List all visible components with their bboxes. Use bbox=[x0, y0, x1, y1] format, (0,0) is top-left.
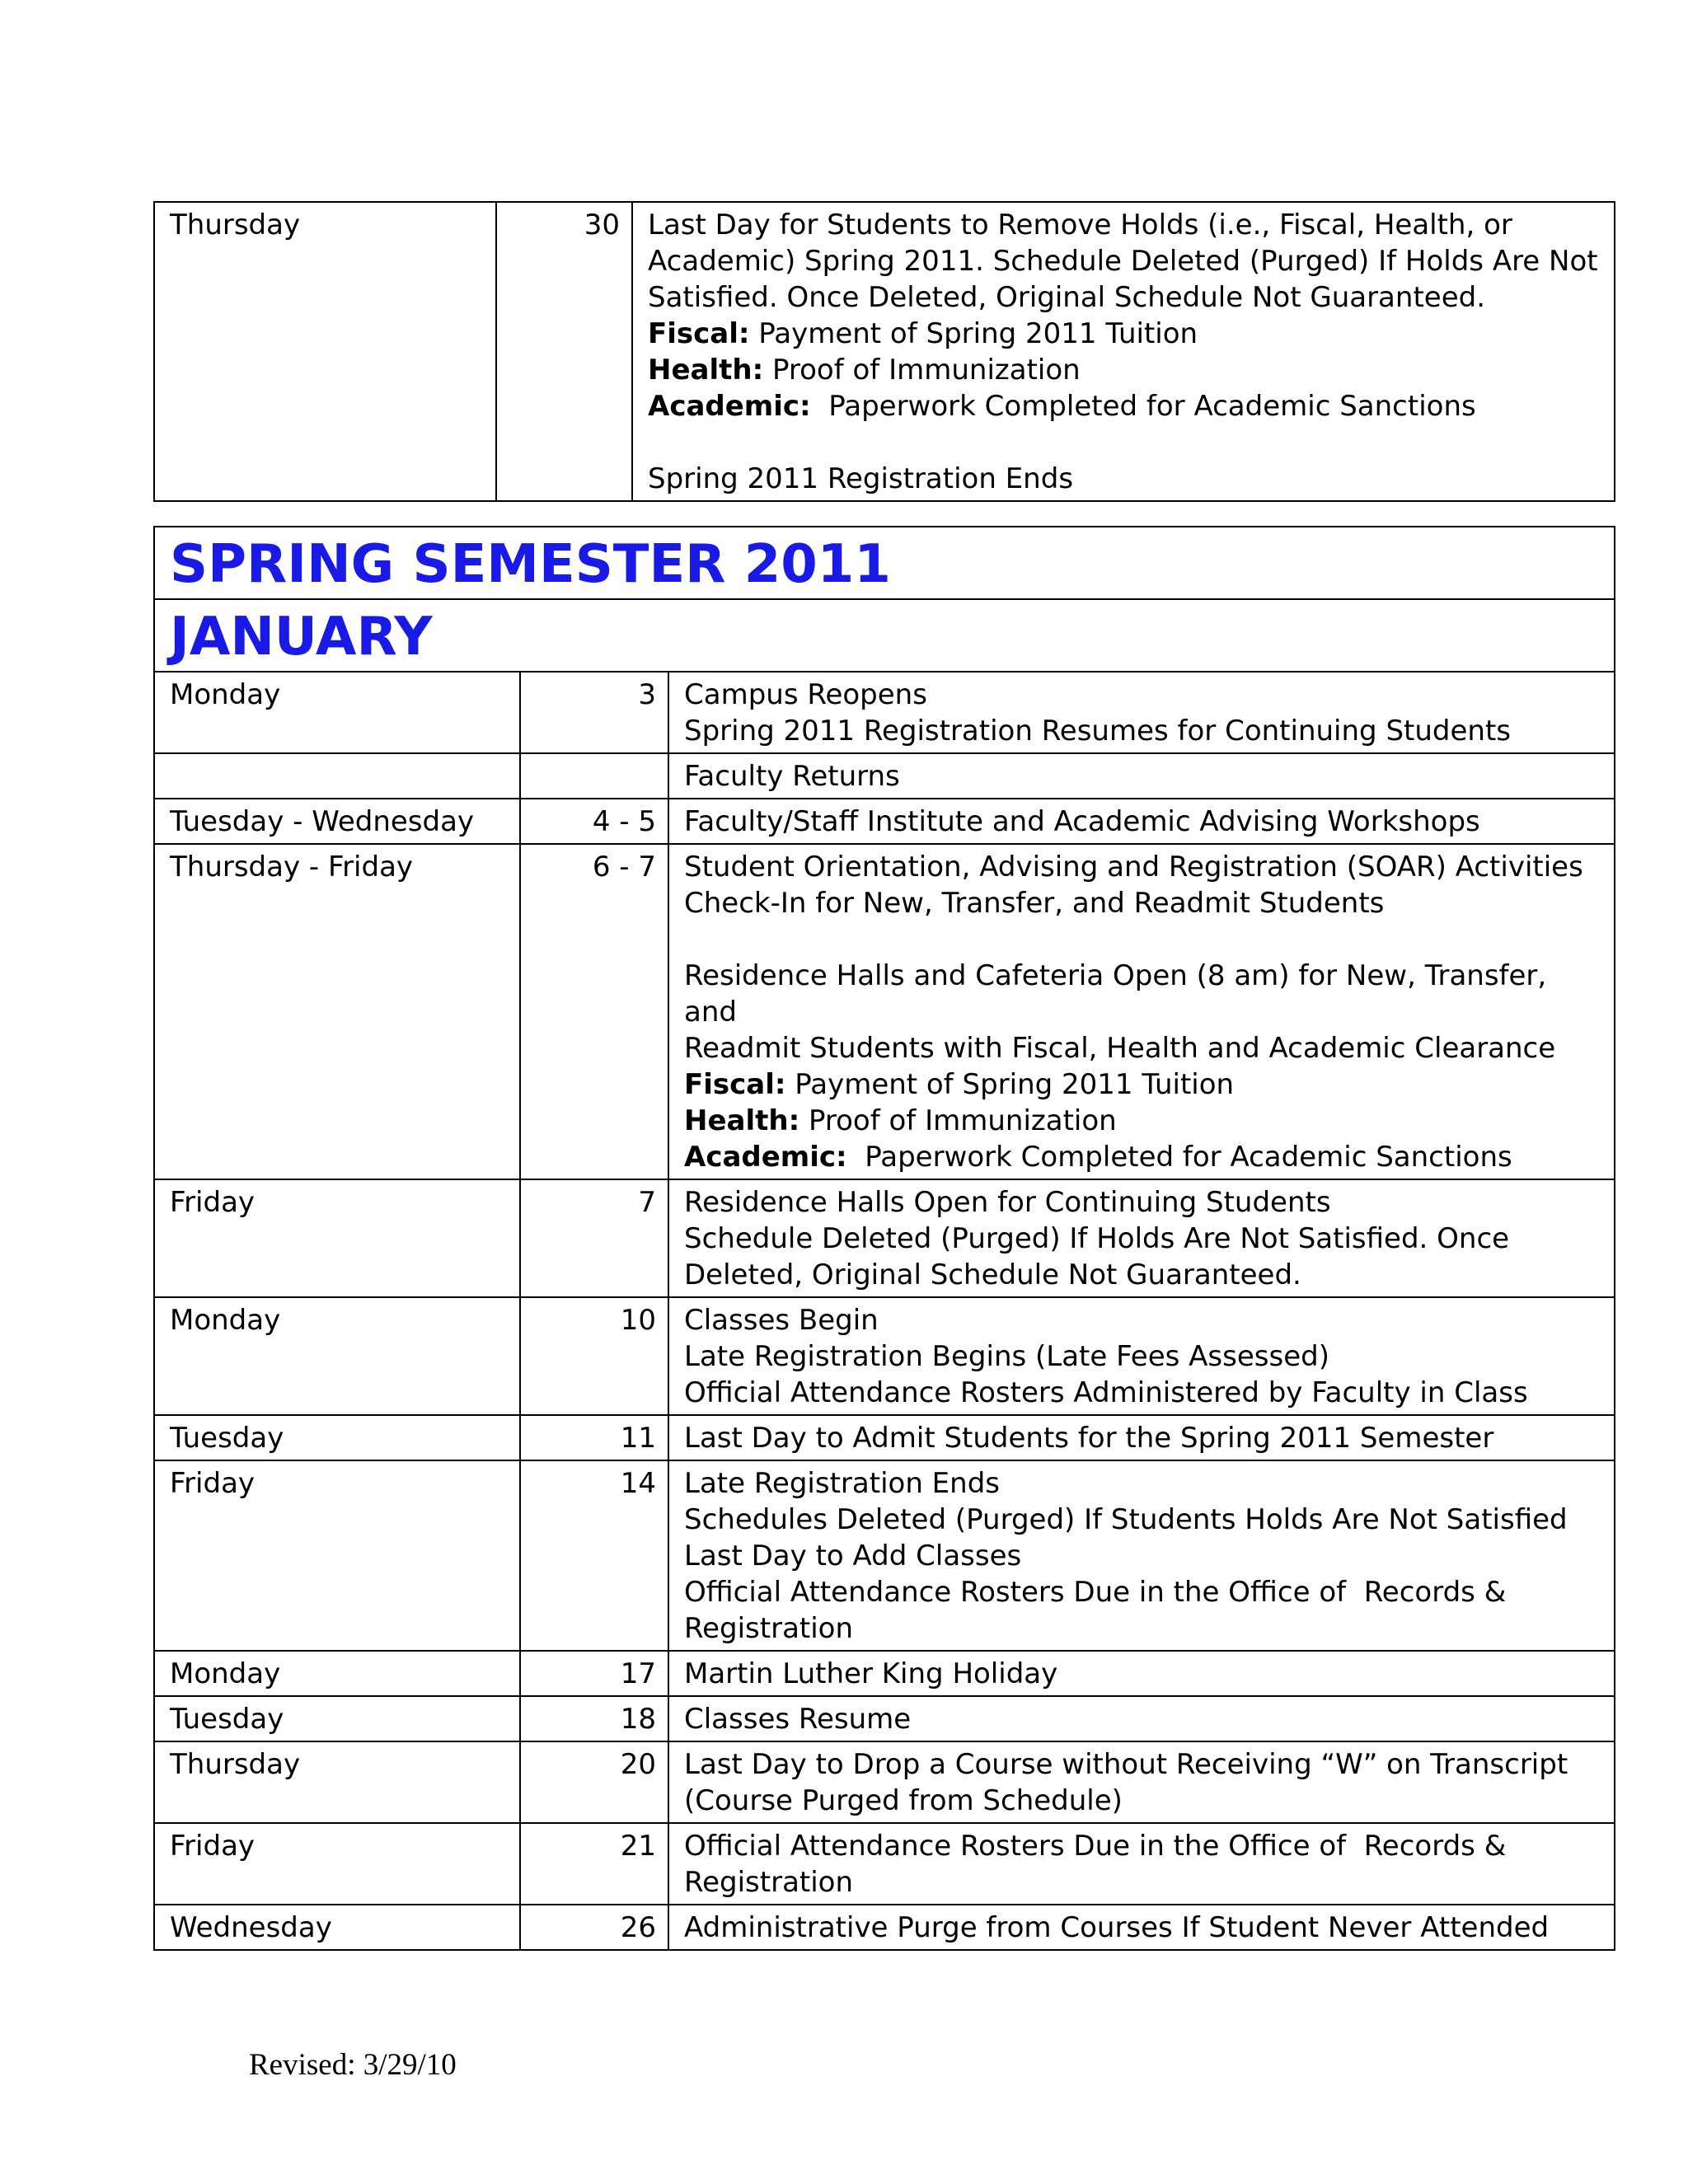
event-line bbox=[684, 758, 1602, 794]
day-cell: Monday bbox=[154, 1297, 520, 1415]
event-line bbox=[648, 424, 1602, 461]
date-cell bbox=[520, 753, 668, 799]
event-text: Residence Halls and Cafeteria Open (8 am) for New, Transfer, and bbox=[684, 959, 1556, 1029]
event-text: Classes Resume bbox=[684, 1703, 912, 1736]
event-text: Last Day to Drop a Course without Receiving “W” on Transcript bbox=[684, 1748, 1568, 1781]
event-label: Fiscal: bbox=[648, 317, 750, 350]
date-cell: 10 bbox=[520, 1297, 668, 1415]
event-line bbox=[684, 1221, 1602, 1257]
event-line bbox=[648, 316, 1602, 352]
event-cell bbox=[668, 1415, 1615, 1460]
event-line bbox=[684, 1184, 1602, 1221]
event-text: Deleted, Original Schedule Not Guaranteed. bbox=[684, 1258, 1301, 1291]
calendar-row bbox=[154, 1460, 1615, 1651]
event-text: Late Registration Begins (Late Fees Assessed) bbox=[684, 1340, 1329, 1373]
event-label: Fiscal: bbox=[684, 1068, 786, 1101]
event-text: Campus Reopens bbox=[684, 678, 927, 711]
event-text: Proof of Immunization bbox=[763, 354, 1081, 387]
date-cell: 4 - 5 bbox=[520, 799, 668, 844]
event-label: Health: bbox=[684, 1104, 800, 1137]
day-cell: Thursday - Friday bbox=[154, 844, 520, 1179]
event-text: Spring 2011 Registration Resumes for Continuing Students bbox=[684, 715, 1511, 748]
semester-heading: SPRING SEMESTER 2011 bbox=[154, 527, 1615, 599]
day-cell: Tuesday - Wednesday bbox=[154, 799, 520, 844]
event-line bbox=[684, 804, 1602, 840]
event-cell bbox=[668, 844, 1615, 1179]
event-text: Administrative Purge from Courses If Student Never Attended bbox=[684, 1911, 1550, 1944]
revision-note: Revised: 3/29/10 bbox=[249, 2048, 457, 2082]
calendar-row bbox=[154, 202, 1615, 501]
event-text: Last Day to Admit Students for the Spring 2011 Semester bbox=[684, 1422, 1494, 1455]
date-cell: 14 bbox=[520, 1460, 668, 1651]
calendar-row bbox=[154, 1179, 1615, 1297]
day-cell: Monday bbox=[154, 1651, 520, 1696]
date-cell: 3 bbox=[520, 672, 668, 753]
event-text: Registration bbox=[684, 1612, 854, 1645]
event-line bbox=[648, 279, 1602, 316]
event-cell bbox=[668, 1179, 1615, 1297]
date-cell: 26 bbox=[520, 1905, 668, 1950]
event-line bbox=[684, 1420, 1602, 1456]
calendar-row bbox=[154, 753, 1615, 799]
event-cell bbox=[668, 1905, 1615, 1950]
event-text: Academic) Spring 2011. Schedule Deleted (Purged) If Holds Are Not bbox=[648, 245, 1598, 278]
event-text: Residence Halls Open for Continuing Students bbox=[684, 1186, 1331, 1219]
event-line bbox=[684, 1302, 1602, 1338]
day-cell: Friday bbox=[154, 1823, 520, 1905]
event-text: Classes Begin bbox=[684, 1304, 879, 1337]
event-line bbox=[684, 1910, 1602, 1946]
day-cell: Wednesday bbox=[154, 1905, 520, 1950]
event-label: Health: bbox=[648, 354, 764, 387]
event-label: Academic: bbox=[648, 390, 811, 423]
calendar-row bbox=[154, 1297, 1615, 1415]
event-line bbox=[648, 352, 1602, 388]
day-cell bbox=[154, 753, 520, 799]
previous-semester-table bbox=[153, 201, 1615, 502]
event-line bbox=[684, 1828, 1602, 1864]
event-text: Payment of Spring 2011 Tuition bbox=[749, 317, 1198, 350]
day-cell: Friday bbox=[154, 1460, 520, 1651]
event-line bbox=[684, 921, 1602, 958]
calendar-row bbox=[154, 672, 1615, 753]
event-label: Academic: bbox=[684, 1141, 847, 1174]
event-cell bbox=[668, 1460, 1615, 1651]
event-line bbox=[684, 1375, 1602, 1411]
event-text: Schedules Deleted (Purged) If Students Holds Are Not Satisfied bbox=[684, 1503, 1568, 1536]
event-text: Last Day for Students to Remove Holds (i.e., Fiscal, Health, or bbox=[648, 209, 1512, 241]
calendar-row bbox=[154, 799, 1615, 844]
event-cell bbox=[668, 1696, 1615, 1741]
event-line bbox=[684, 1656, 1602, 1692]
event-text: Martin Luther King Holiday bbox=[684, 1657, 1058, 1690]
date-cell: 21 bbox=[520, 1823, 668, 1905]
event-text: Official Attendance Rosters Due in the Office of Records & bbox=[684, 1830, 1507, 1863]
event-text: Schedule Deleted (Purged) If Holds Are Not Satisfied. Once bbox=[684, 1222, 1510, 1255]
day-cell: Monday bbox=[154, 672, 520, 753]
event-line bbox=[684, 1257, 1602, 1293]
event-text: Last Day to Add Classes bbox=[684, 1540, 1022, 1572]
event-line bbox=[648, 461, 1602, 497]
day-cell: Tuesday bbox=[154, 1415, 520, 1460]
calendar-row bbox=[154, 1823, 1615, 1905]
event-text: Faculty Returns bbox=[684, 760, 900, 793]
event-line bbox=[684, 1610, 1602, 1647]
date-cell: 7 bbox=[520, 1179, 668, 1297]
date-cell: 30 bbox=[496, 202, 632, 501]
event-cell bbox=[668, 672, 1615, 753]
month-heading-row bbox=[154, 599, 1615, 672]
event-line bbox=[684, 1864, 1602, 1900]
event-text: Spring 2011 Registration Ends bbox=[648, 462, 1074, 495]
spring-calendar-table bbox=[153, 526, 1615, 1951]
semester-heading-row bbox=[154, 527, 1615, 599]
event-text: Paperwork Completed for Academic Sanctions bbox=[810, 390, 1476, 423]
event-text: Proof of Immunization bbox=[799, 1104, 1117, 1137]
event-text: Payment of Spring 2011 Tuition bbox=[785, 1068, 1235, 1101]
event-line bbox=[648, 243, 1602, 279]
calendar-row bbox=[154, 1741, 1615, 1823]
calendar-row bbox=[154, 844, 1615, 1179]
date-cell: 20 bbox=[520, 1741, 668, 1823]
event-line bbox=[684, 1465, 1602, 1502]
event-text: Paperwork Completed for Academic Sanctions bbox=[846, 1141, 1512, 1174]
event-text: Faculty/Staff Institute and Academic Advising Workshops bbox=[684, 805, 1480, 838]
day-cell: Friday bbox=[154, 1179, 520, 1297]
month-heading: JANUARY bbox=[154, 599, 1615, 672]
event-line bbox=[684, 1783, 1602, 1819]
calendar-row bbox=[154, 1651, 1615, 1696]
date-cell: 17 bbox=[520, 1651, 668, 1696]
event-cell bbox=[668, 1741, 1615, 1823]
event-line bbox=[684, 1030, 1602, 1066]
event-line bbox=[648, 388, 1602, 424]
event-cell bbox=[632, 202, 1615, 501]
event-text: Official Attendance Rosters Due in the Office of Records & bbox=[684, 1576, 1507, 1609]
event-cell bbox=[668, 1823, 1615, 1905]
day-cell: Thursday bbox=[154, 202, 496, 501]
date-cell: 18 bbox=[520, 1696, 668, 1741]
calendar-row bbox=[154, 1696, 1615, 1741]
event-text: Student Orientation, Advising and Registration (SOAR) Activities bbox=[684, 851, 1583, 883]
previous-semester-body bbox=[154, 202, 1615, 501]
spring-calendar-body bbox=[154, 527, 1615, 1950]
event-line bbox=[684, 713, 1602, 749]
date-cell: 6 - 7 bbox=[520, 844, 668, 1179]
event-cell bbox=[668, 753, 1615, 799]
event-text: Registration bbox=[684, 1866, 854, 1899]
event-line bbox=[684, 1746, 1602, 1783]
event-line bbox=[684, 849, 1602, 885]
event-line bbox=[684, 885, 1602, 921]
event-line bbox=[684, 1701, 1602, 1737]
day-cell: Tuesday bbox=[154, 1696, 520, 1741]
event-line bbox=[684, 1139, 1602, 1175]
event-text: Late Registration Ends bbox=[684, 1467, 1000, 1500]
calendar-row bbox=[154, 1415, 1615, 1460]
event-line bbox=[684, 1338, 1602, 1375]
calendar-row bbox=[154, 1905, 1615, 1950]
event-text: Satisfied. Once Deleted, Original Schedule Not Guaranteed. bbox=[648, 281, 1485, 314]
event-text: Check-In for New, Transfer, and Readmit Students bbox=[684, 887, 1385, 920]
event-line bbox=[684, 958, 1602, 1030]
day-cell: Thursday bbox=[154, 1741, 520, 1823]
event-line bbox=[684, 1103, 1602, 1139]
event-line bbox=[684, 1502, 1602, 1538]
event-cell bbox=[668, 1651, 1615, 1696]
event-cell bbox=[668, 1297, 1615, 1415]
event-line bbox=[684, 1538, 1602, 1574]
event-line bbox=[684, 677, 1602, 713]
event-line bbox=[684, 1066, 1602, 1103]
event-line bbox=[684, 1574, 1602, 1610]
event-text: Official Attendance Rosters Administered by Faculty in Class bbox=[684, 1376, 1528, 1409]
event-text: Readmit Students with Fiscal, Health and Academic Clearance bbox=[684, 1032, 1556, 1065]
event-cell bbox=[668, 799, 1615, 844]
event-text: (Course Purged from Schedule) bbox=[684, 1784, 1123, 1817]
date-cell: 11 bbox=[520, 1415, 668, 1460]
event-line bbox=[648, 207, 1602, 243]
